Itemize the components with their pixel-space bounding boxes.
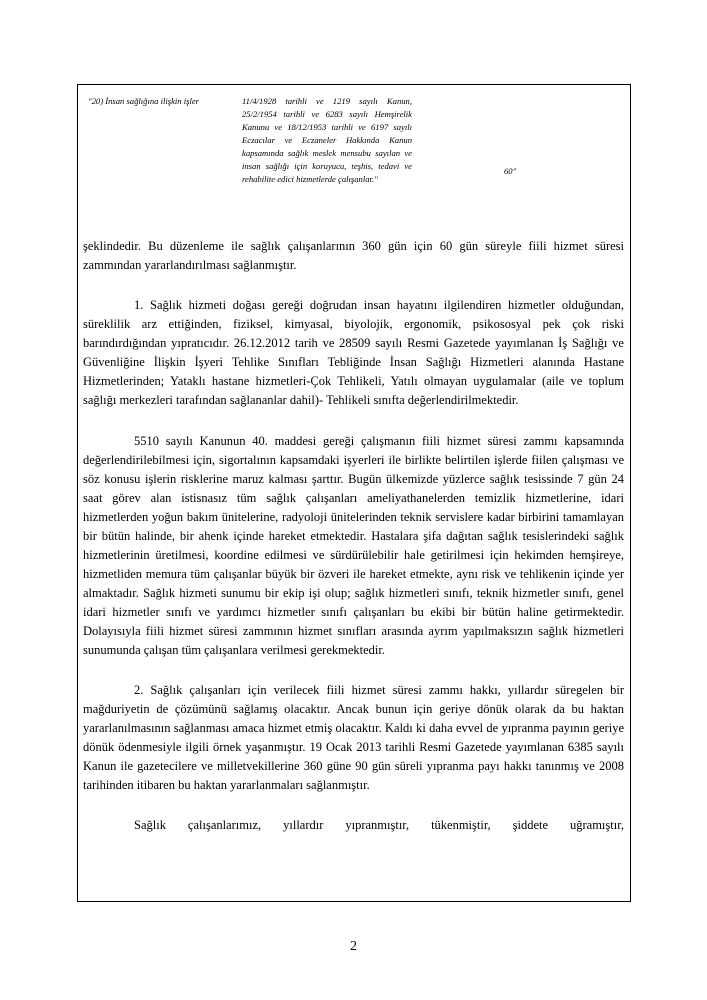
page-number: 2 xyxy=(350,939,357,954)
quoted-table xyxy=(78,85,630,236)
table-cell-days: 60" xyxy=(504,166,517,176)
paragraph-1: 1. Sağlık hizmeti doğası gereği doğrudan insan hayatını ilgilendiren hizmetler olduğundan, süreklilik arz ettiğinden, fiziksel, kimyasal, biyolojik, ergonomik, psikososyal pek çok riski barındırdığından yıpratıcıdır. 26.12.2012 tarih ve 28509 sayılı Resmi Gazetede yayımlanan İş Sağlığı ve Güvenliğine İlişkin İşyeri Tehlike Sınıfları Tebliğinde İnsan Sağlığı Hizmetleri alanında Hastane Hizmetlerinden; Yataklı hastane hizmetleri-Çok Tehlikeli, Yatılı olmayan uygulamalar (aile ve toplum sağlığı merkezleri tarafından sağlananlar dahil)- Tehlikeli sınıfta değerlendirilmektedir. xyxy=(83,298,624,407)
page-frame xyxy=(77,84,631,902)
table-cell-job-title: "20) İnsan sağlığına ilişkin işler xyxy=(88,96,200,106)
document-body xyxy=(83,237,624,835)
paragraph-3: 2. Sağlık çalışanları için verilecek fiili hizmet süresi zammı hakkı, yıllardır süregelen bir mağduriyetin de çözümünü sağlamış olacaktır. Ancak bunun için geriye dönük olarak da bu haktan yararlanılmasının sağlanması amaca hizmet etmiş olacaktır. Kaldı ki daha evvel de yıpranma payının geriye dönük ödenmesiyle ilgili örnek yaşanmıştır. 19 Ocak 2013 tarihli Resmi Gazetede yayımlanan 6385 sayılı Kanun ile gazetecilere ve milletvekillerine 360 güne 90 gün süreli yıpranma payı hakkı tanınmış ve 2008 tarihinden itibaren bu haktan yararlanmaları sağlanmıştır. xyxy=(83,683,624,792)
paragraph-intro: şeklindedir. Bu düzenleme ile sağlık çalışanlarının 360 gün için 60 gün süreyle fiili hizmet süresi zammından yararlandırılması sağlanmıştır. xyxy=(83,239,624,272)
paragraph-2: 5510 sayılı Kanunun 40. maddesi gereği çalışmanın fiili hizmet süresi zammı kapsamında değerlendirilebilmesi için, sigortalının kapsamdaki işyerleri ile birlikte belirtilen işlerde fiilen çalışması ve söz konusu işlerin risklerine maruz kalması şarttır. Bugün ülkemizde yüzlerce sağlık tesissinde 7 gün 24 saat görev alan istisnasız tüm sağlık çalışanları ameliyathanelerden temizlik hizmetlerine, idari hizmetlerden yoğun bakım ünitelerine, radyoloji ünitelerinden teknik servislere kadar birbirini tamamlayan bir bütün halinde, bir ahenk içinde hareket etmektedir. Hastalara şifa dağıtan sağlık tesislerindeki sağlık hizmetlerinin üretilmesi, koordine edilmesi ve sürdürülebilir hale getirilmesi için hekimden hemşireye, hizmetliden memura tüm çalışanlar büyük bir özveri ile hareket etmekte, aynı risk ve tehlikenin içinde yer almaktadır. Sağlık hizmeti sunumu bir ekip işi olup; sağlık hizmetleri sınıfı, teknik hizmetler sınıfı, genel idari hizmetler sınıfı ve yardımcı hizmetler sınıfı çalışanları bu ekibi bir bütün haline getirmektedir. Dolayısıyla fiili hizmet süresi zammının hizmet sınıfları arasında ayrım yapılmaksızın sağlık hizmetleri sunumunda çalışan tüm çalışanlara verilmesi gerekmektedir. xyxy=(83,434,624,657)
paragraph-4: Sağlık çalışanlarımız, yıllardır yıpranmıştır, tükenmiştir, şiddete uğramıştır, xyxy=(134,818,624,832)
table-cell-description: 11/4/1928 tarihli ve 1219 sayılı Kanun, 25/2/1954 tarihli ve 6283 sayılı Hemşirelik Kanunu ve 18/12/1953 tarihli ve 6197 sayılı Eczacılar ve Eczaneler Hakkında Kanun kapsamında sağlık meslek mensubu sayılan ve insan sağlığı için koruyucu, teşhis, tedavi ve rehabilite edici hizmetlerde çalışanlar." xyxy=(242,96,412,184)
